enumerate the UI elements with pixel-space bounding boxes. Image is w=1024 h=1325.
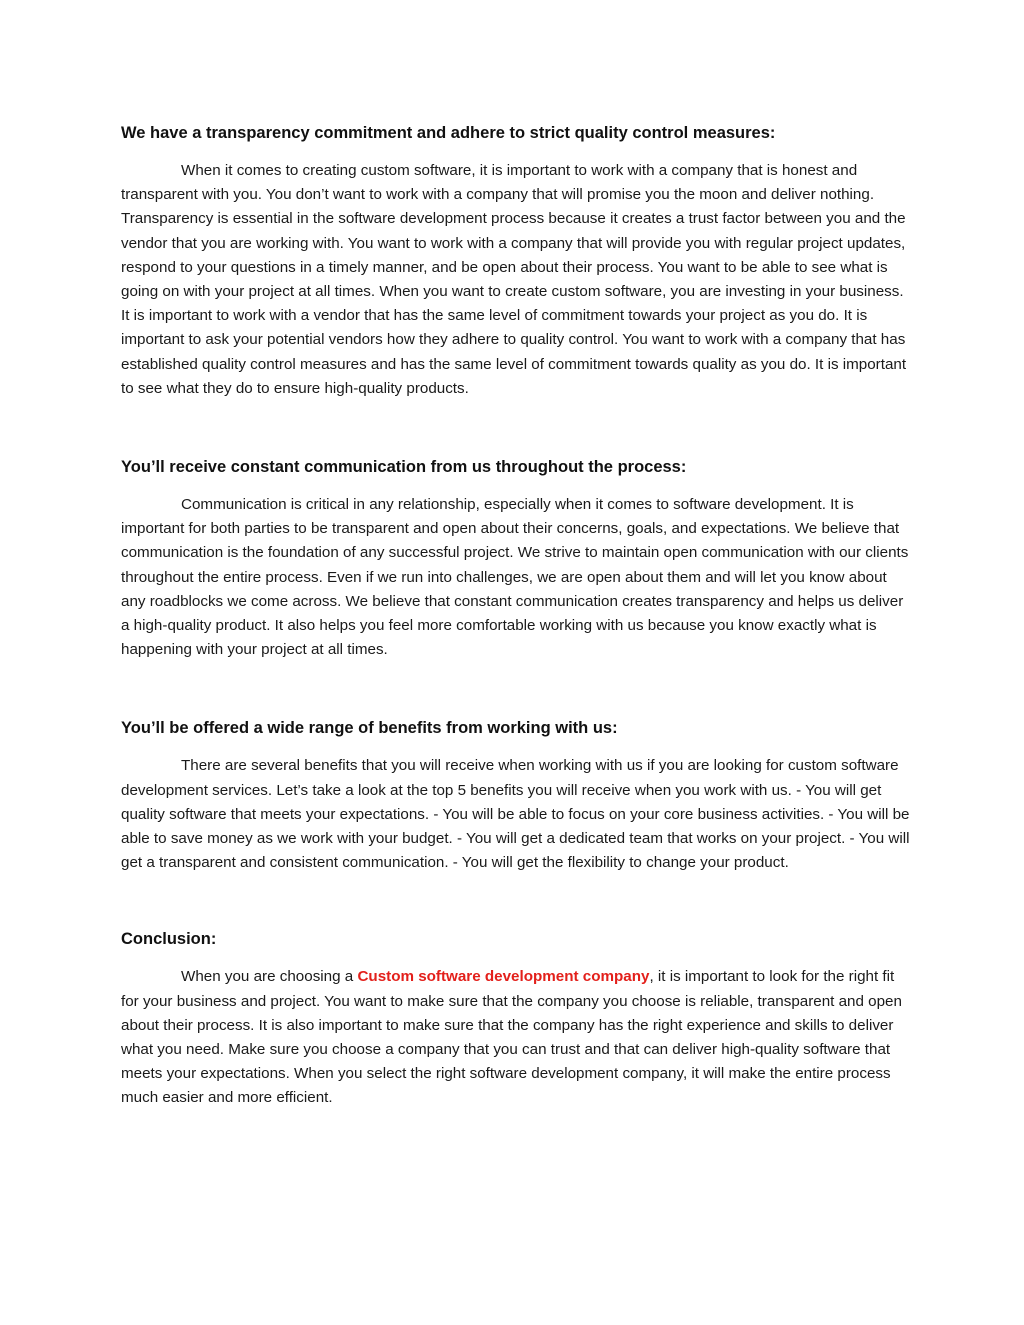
section-communication [121, 455, 911, 662]
section-benefits [121, 716, 911, 875]
section-heading: We have a transparency commitment and adhere to strict quality control measures: [121, 124, 776, 142]
custom-software-link[interactable]: Custom software development company [357, 968, 650, 986]
section-heading: Conclusion: [121, 930, 217, 949]
section-heading: You’ll receive constant communication from us throughout the process: [121, 458, 687, 477]
body-text-before-link: When you are choosing a [181, 968, 358, 986]
body-text-after-link: , it is important to look for the right fit for your business and project. You want to make sure that the company you choose is reliable, transparent and open about their process. It is also important to make sure that the company has the right experience and skills to deliver what you need. Make sure you choose a company that you can trust and that can deliver high-quality software that meets your expectations. When you select the right software development company, it will make the entire process much easier and more efficient. [121, 968, 902, 1107]
section-body: When it comes to creating custom software, it is important to work with a company that is honest and transparent with you. You don’t want to work with a company that will promise you the moon and deliver nothing. Transparency is essential in the software development process because it creates a trust factor between you and the vendor that you are working with. You want to work with a company that will provide you with regular project updates, respond to your questions in a timely manner, and be open about their process. You want to be able to see what is going on with your project at all times. When you want to create custom software, you are investing in your business. It is important to work with a vendor that has the same level of commitment towards your project as you do. It is important to ask your potential vendors how they adhere to quality control. You want to work with a company that has established quality control measures and has the same level of commitment towards quality as you do. It is important to see what they do to ensure high-quality products. [121, 162, 907, 397]
section-body [121, 965, 911, 1110]
section-body: Communication is critical in any relationship, especially when it comes to software development. It is important for both parties to be transparent and open about their concerns, goals, and expectations. We believe that communication is the foundation of any successful project. We strive to maintain open communication with our clients throughout the entire process. Even if we run into challenges, we are open about them and will let you know about any roadblocks we come across. We believe that constant communication creates transparency and helps us deliver a high-quality product. It also helps you feel more comfortable working with us because you know exactly what is happening with your project at all times. [121, 496, 909, 659]
section-transparency [121, 121, 911, 401]
section-heading: You’ll be offered a wide range of benefits from working with us: [121, 719, 618, 738]
section-body: There are several benefits that you will receive when working with us if you are looking for custom software development services. Let’s take a look at the top 5 benefits you will receive when you work with us. - You will get quality software that meets your expectations. - You will be able to focus on your core business activities. - You will be able to save money as we work with your budget. - You will get a dedicated team that works on your project. - You will get a transparent and consistent communication. - You will get the flexibility to change your product. [121, 757, 910, 872]
document-page [121, 121, 911, 1111]
section-conclusion [121, 927, 911, 1110]
